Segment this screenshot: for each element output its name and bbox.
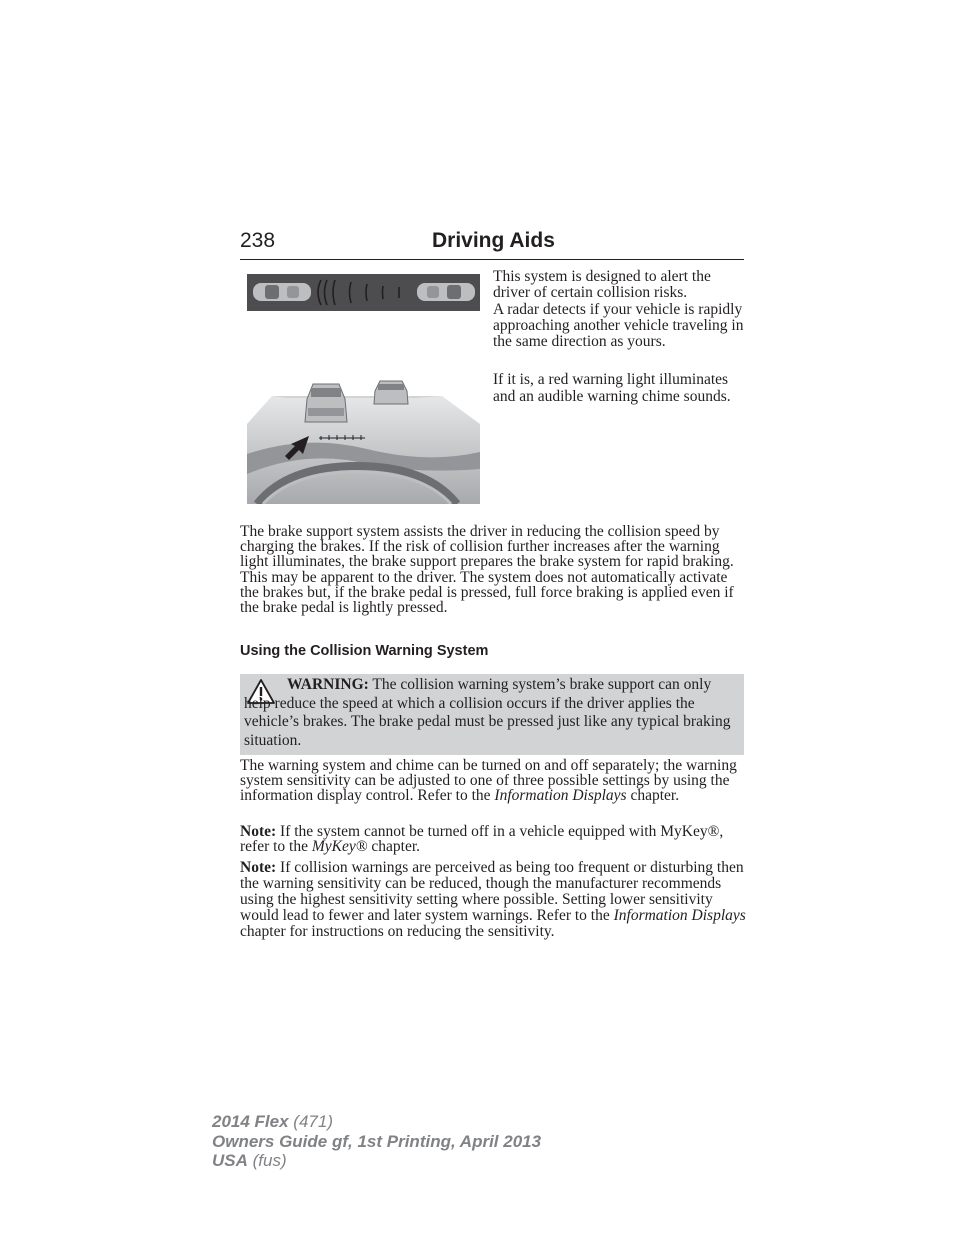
- footer-line-guide: [212, 1132, 541, 1152]
- note-label: Note:: [240, 823, 277, 840]
- lead-car-icon: [305, 384, 347, 422]
- footer-guide: Owners Guide gf, 1st Printing, April 2013: [212, 1131, 542, 1151]
- information-displays-ref: Information Displays: [613, 907, 746, 924]
- footer-line-model: [212, 1112, 541, 1132]
- settings-text-b: chapter.: [630, 787, 680, 805]
- warning-box: [240, 674, 744, 755]
- subheading: Using the Collision Warning System: [240, 643, 489, 659]
- footer-region-code: (fus): [252, 1151, 287, 1170]
- intro-paragraph-1: This system is designed to alert the driver of certain collision risks.: [493, 268, 711, 301]
- note-label: Note:: [240, 859, 277, 876]
- mykey-ref: MyKey®: [311, 838, 368, 856]
- radar-cars-illustration: [247, 274, 480, 311]
- front-car-icon: [417, 283, 475, 301]
- note2-text-b: chapter for instructions on reducing the sensitivity.: [240, 923, 555, 940]
- warning-text-block: [244, 676, 740, 750]
- intro-paragraph-2: A radar detects if your vehicle is rapidly approaching another vehicle traveling in the same direction as yours.: [493, 301, 744, 350]
- footer-region: USA: [212, 1151, 248, 1170]
- information-displays-ref: Information Displays: [494, 787, 627, 805]
- footer-model-code: (471): [293, 1112, 333, 1131]
- note2-text-a: If collision warnings are perceived as being too frequent or disturbing then the warning sensitivity can be reduced, though the manufacturer recommends using the highest sensitivity setting where possible. Setting lower sensitivity would lead to fewer and later system warnings. Refer to the: [240, 859, 744, 924]
- warning-label: WARNING:: [287, 676, 369, 693]
- distant-car-icon: [374, 381, 408, 404]
- page-header: [240, 229, 744, 260]
- note1-text-a: If the system cannot be turned off in a vehicle equipped with MyKey®, refer to the: [240, 823, 724, 856]
- warning-text: The collision warning system’s brake support can only help reduce the speed at which a collision occurs if the driver applies the vehicle’s brakes. The brake pedal must be pressed just like any typical braking situation.: [244, 676, 731, 749]
- settings-paragraph: [240, 758, 748, 804]
- section-title: Driving Aids: [432, 229, 555, 252]
- intro-paragraph-3: If it is, a red warning light illuminates and an audible warning chime sounds.: [493, 371, 731, 405]
- page-footer: [212, 1112, 541, 1171]
- footer-model: 2014 Flex: [212, 1112, 289, 1131]
- settings-text-a: The warning system and chime can be turned on and off separately; the warning system sensitivity can be adjusted to one of three possible settings by using the information display control. Refer to the: [240, 757, 737, 805]
- dashboard-warning-illustration: [247, 374, 480, 504]
- note-sensitivity: [240, 860, 748, 940]
- page-number: 238: [240, 229, 276, 252]
- note1-text-b: chapter.: [371, 838, 421, 856]
- footer-line-region: [212, 1151, 541, 1171]
- brake-support-paragraph: The brake support system assists the driver in reducing the collision speed by charging the brakes. If the risk of collision further increases after the warning light illuminates, the brake support prepares the brake system for rapid braking. This may be apparent to the driver. The system does not automatically activate the brakes but, if the brake pedal is pressed, full force braking is applied even if the brake pedal is lightly pressed.: [240, 523, 734, 617]
- note-mykey: [240, 824, 748, 854]
- rear-car-icon: [253, 283, 311, 301]
